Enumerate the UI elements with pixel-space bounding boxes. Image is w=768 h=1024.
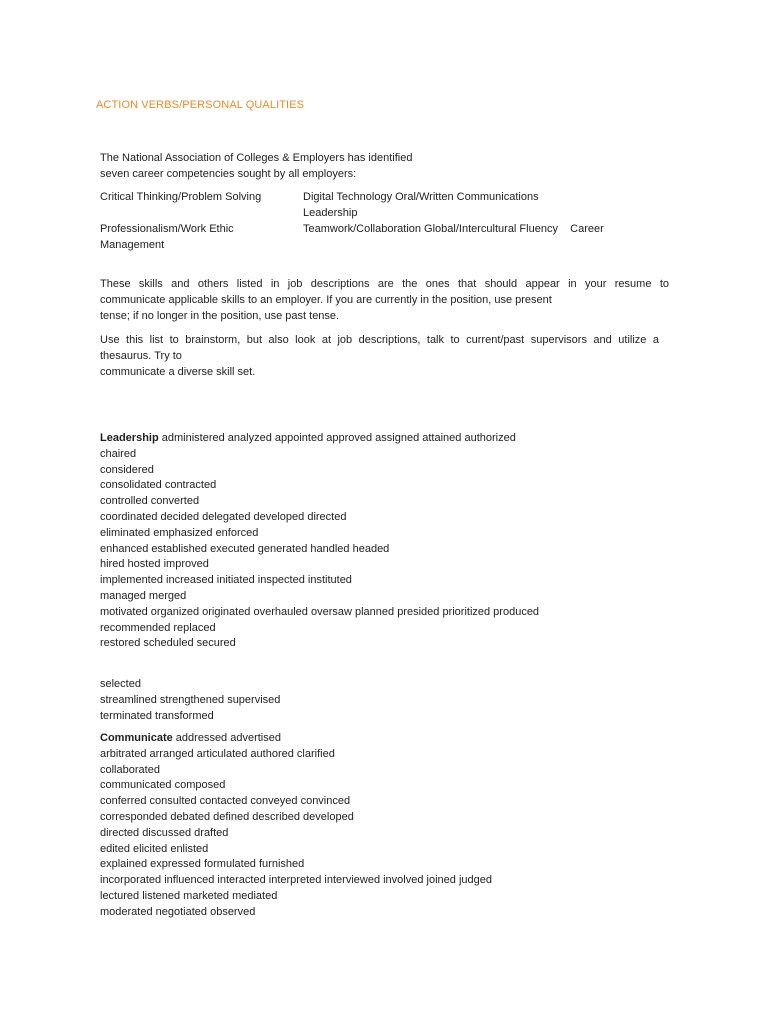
verb-line: considered [100, 463, 154, 476]
paragraph-line: communicate applicable skills to an employer. If you are currently in the position, use present [100, 294, 552, 306]
verb-line: chaired [100, 447, 137, 460]
competency-item [100, 221, 290, 253]
verb-line: streamlined strengthened supervised [100, 693, 281, 706]
leadership-verbs-continued [100, 677, 660, 724]
verb-line: managed merged [100, 589, 187, 602]
competencies-row [100, 189, 680, 221]
verb-line: moderated negotiated observed [100, 905, 256, 918]
competency-item: Teamwork/Collaboration Global/Intercultural Fluency Career [303, 223, 604, 235]
communicate-verbs [100, 731, 660, 921]
brainstorm-paragraph [100, 332, 659, 380]
communicate-heading: Communicate [100, 732, 173, 744]
verb-line: edited elicited enlisted [100, 842, 209, 855]
verb-line: eliminated emphasized enforced [100, 526, 259, 539]
intro-line: seven career competencies sought by all employers: [100, 168, 357, 180]
paragraph-line: Use this list to brainstorm, but also look at job descriptions, talk to current/past supervisors and utilize a [100, 334, 659, 346]
verb-line: restored scheduled secured [100, 637, 236, 650]
verb-line: recommended replaced [100, 621, 216, 634]
communicate-first-line [100, 731, 660, 747]
verb-line: conferred consulted contacted conveyed convinced [100, 795, 351, 808]
verb-line: terminated transformed [100, 709, 214, 722]
verb-list: administered analyzed appointed approved assigned attained authorized [158, 432, 516, 444]
verb-line: controlled converted [100, 495, 200, 508]
instructions-paragraph [100, 276, 669, 324]
verb-line: communicated composed [100, 779, 226, 792]
verb-list: addressed advertised [172, 732, 281, 744]
competencies-list [100, 189, 680, 253]
competency-line: Leadership [303, 207, 358, 219]
paragraph-line: tense; if no longer in the position, use past tense. [100, 310, 340, 322]
verb-line: directed discussed drafted [100, 826, 229, 839]
verb-line: consolidated contracted [100, 479, 217, 492]
competency-line: Management [100, 239, 165, 251]
verb-line: corresponded debated defined described developed [100, 810, 354, 823]
leadership-verbs [100, 431, 660, 652]
verb-line: lectured listened marketed mediated [100, 889, 278, 902]
paragraph-line: thesaurus. Try to [100, 350, 182, 362]
intro-line: The National Association of Colleges & Employers has identified [100, 152, 413, 164]
competency-line: Digital Technology Oral/Written Communications [303, 191, 539, 203]
paragraph-line: communicate a diverse skill set. [100, 366, 256, 378]
verb-line: selected [100, 678, 141, 690]
verb-line: explained expressed formulated furnished [100, 858, 305, 871]
verb-line: incorporated influenced interacted interpreted interviewed involved joined judged [100, 874, 492, 887]
page-title: ACTION VERBS/PERSONAL QUALITIES [96, 99, 305, 111]
competency-item [303, 189, 683, 221]
verb-line: arbitrated arranged articulated authored clarified [100, 747, 335, 760]
verb-line: hired hosted improved [100, 558, 209, 571]
competency-line: Professionalism/Work Ethic [100, 223, 234, 235]
verb-line: coordinated decided delegated developed directed [100, 510, 347, 523]
leadership-heading: Leadership [100, 432, 159, 444]
competency-item: Critical Thinking/Problem Solving [100, 191, 262, 203]
verb-line: enhanced established executed generated handled headed [100, 542, 390, 555]
competencies-row [100, 221, 680, 253]
intro-text [100, 150, 660, 182]
verb-line: collaborated [100, 763, 160, 776]
verb-line: implemented increased initiated inspected instituted [100, 574, 352, 587]
verb-line: motivated organized originated overhauled oversaw planned presided prioritized produced [100, 605, 540, 618]
leadership-first-line [100, 431, 660, 447]
paragraph-line: These skills and others listed in job descriptions are the ones that should appear in your resume to [100, 278, 669, 290]
